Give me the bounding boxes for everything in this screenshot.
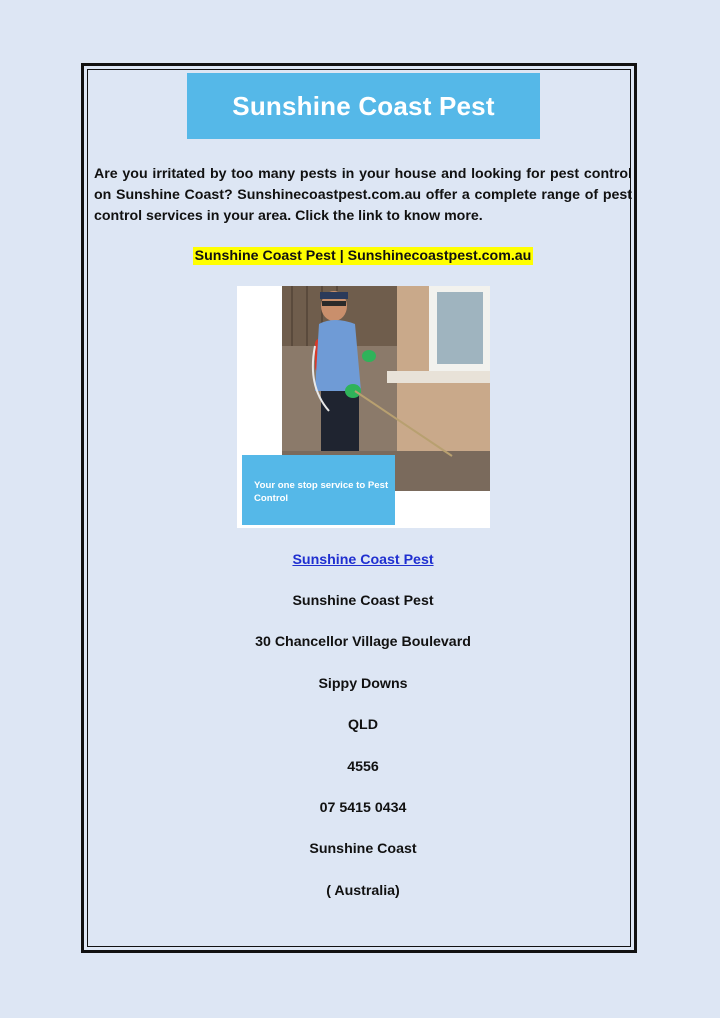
sunshine-coast-pest-link[interactable]: Sunshine Coast Pest: [292, 552, 434, 568]
page-frame-inner: [87, 69, 631, 947]
banner-title: Sunshine Coast Pest: [232, 90, 495, 121]
region: Sunshine Coast: [309, 841, 417, 857]
photo-caption-box: [242, 455, 395, 525]
intro-paragraph: Are you irritated by too many pests in your house and looking for pest control on Sunshine Coast? Sunshinecoastpest.com.au offer a complete range of pest control services in your area. Click the link to know more.: [94, 166, 632, 224]
phone-number: 07 5415 0434: [319, 800, 407, 816]
suburb: Sippy Downs: [318, 676, 408, 692]
postcode: 4556: [347, 759, 379, 775]
state: QLD: [348, 717, 378, 733]
pest-control-photo: [237, 286, 490, 528]
photo-caption-text: Your one stop service to Pest Control: [254, 480, 389, 504]
business-name: Sunshine Coast Pest: [292, 593, 434, 609]
highlighted-site-link[interactable]: Sunshine Coast Pest | Sunshinecoastpest.com.au: [194, 248, 532, 264]
page-frame: [81, 63, 637, 953]
country: ( Australia): [326, 883, 400, 899]
title-banner: [187, 73, 540, 139]
street-address: 30 Chancellor Village Boulevard: [255, 634, 471, 650]
highlight-line: [88, 247, 638, 265]
contact-link-line: [88, 552, 638, 568]
